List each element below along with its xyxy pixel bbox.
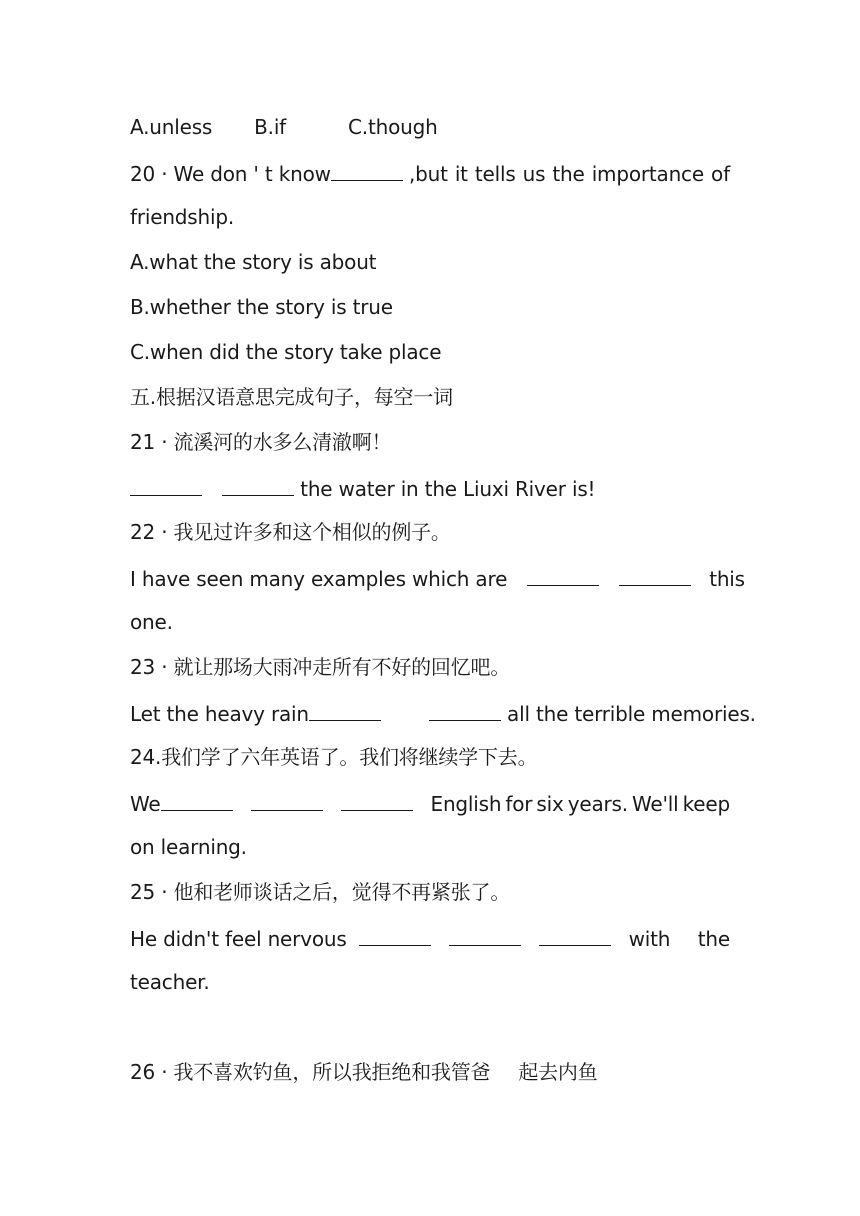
answer-blank[interactable] xyxy=(251,788,323,811)
answer-blank[interactable] xyxy=(619,563,691,586)
q25-answer-line xyxy=(130,923,730,953)
q20-number: 20 · xyxy=(130,162,168,186)
q21-prompt: 21 · 流溪河的水多么清澈啊！ xyxy=(130,430,392,454)
answer-blank[interactable] xyxy=(429,698,501,721)
q24-head: We xyxy=(130,792,161,816)
q24-word: six xyxy=(536,792,564,816)
q19-option-c: C.though xyxy=(348,115,438,139)
q24-answer-line xyxy=(130,788,730,818)
section-5-title: 五.根据汉语意思完成句子，每空一词 xyxy=(130,385,453,409)
q20-word: of xyxy=(711,162,730,186)
q20-option-b: B.whether the story is true xyxy=(130,295,393,319)
q19-options xyxy=(130,113,730,141)
q26-prompt: 26 · 我不喜欢钓鱼，所以我拒绝和我管爸 xyxy=(130,1060,491,1084)
answer-blank[interactable] xyxy=(539,923,611,946)
q20-word: it xyxy=(454,162,468,186)
answer-blank[interactable] xyxy=(359,923,431,946)
answer-blank[interactable] xyxy=(449,923,521,946)
q24-word: for xyxy=(505,792,533,816)
q24-word: years. xyxy=(567,792,628,816)
q21-tail: the water in the Liuxi River is! xyxy=(300,477,596,501)
q23-tail: all the terrible memories. xyxy=(507,702,756,726)
q20-question xyxy=(130,158,730,188)
q20-word: don xyxy=(210,162,248,186)
q23-head: Let the heavy rain xyxy=(130,702,309,726)
q25-word: with xyxy=(628,927,671,951)
q20-continuation: friendship. xyxy=(130,205,235,229)
q24-word: English xyxy=(430,792,502,816)
q19-option-a: A.unless xyxy=(130,115,213,139)
answer-blank[interactable] xyxy=(222,473,294,496)
q20-word: know xyxy=(278,162,331,186)
q20-word: importance xyxy=(591,162,704,186)
q24-prompt: 24.我们学了六年英语了。我们将继续学下去。 xyxy=(130,745,538,769)
q20-word: We xyxy=(173,162,205,186)
q25-prompt: 25 · 他和老师谈话之后，觉得不再紧张了。 xyxy=(130,880,511,904)
answer-blank[interactable] xyxy=(341,788,413,811)
answer-blank[interactable] xyxy=(527,563,599,586)
q24-word: keep xyxy=(682,792,730,816)
q20-option-a: A.what the story is about xyxy=(130,250,377,274)
q26-prompt-line xyxy=(130,1058,730,1086)
q25-continuation: teacher. xyxy=(130,970,210,994)
answer-blank[interactable] xyxy=(309,698,381,721)
q22-prompt: 22 · 我见过许多和这个相似的例子。 xyxy=(130,520,451,544)
q26-tail: 起去内鱼 xyxy=(518,1060,598,1084)
q20-word: the xyxy=(552,162,585,186)
q20-word: ' xyxy=(253,162,259,186)
q22-tail: this xyxy=(709,567,745,591)
answer-blank[interactable] xyxy=(331,158,403,181)
q24-continuation: on learning. xyxy=(130,835,247,859)
q24-word: We'll xyxy=(631,792,679,816)
q23-prompt: 23 · 就让那场大雨冲走所有不好的回忆吧。 xyxy=(130,655,511,679)
q20-word: us xyxy=(522,162,546,186)
q19-option-b: B.if xyxy=(254,115,287,139)
q23-answer-line xyxy=(130,698,756,728)
q22-continuation: one. xyxy=(130,610,173,634)
q20-word: tells xyxy=(474,162,516,186)
q25-head: He didn't feel nervous xyxy=(130,927,347,951)
answer-blank[interactable] xyxy=(161,788,233,811)
q25-word: the xyxy=(697,927,730,951)
q20-word: t xyxy=(264,162,273,186)
q20-option-c: C.when did the story take place xyxy=(130,340,442,364)
q21-answer-line xyxy=(130,473,730,503)
q22-head: I have seen many examples which are xyxy=(130,567,508,591)
q20-word: ,but xyxy=(408,162,448,186)
q22-answer-line xyxy=(130,563,745,593)
answer-blank[interactable] xyxy=(130,473,202,496)
